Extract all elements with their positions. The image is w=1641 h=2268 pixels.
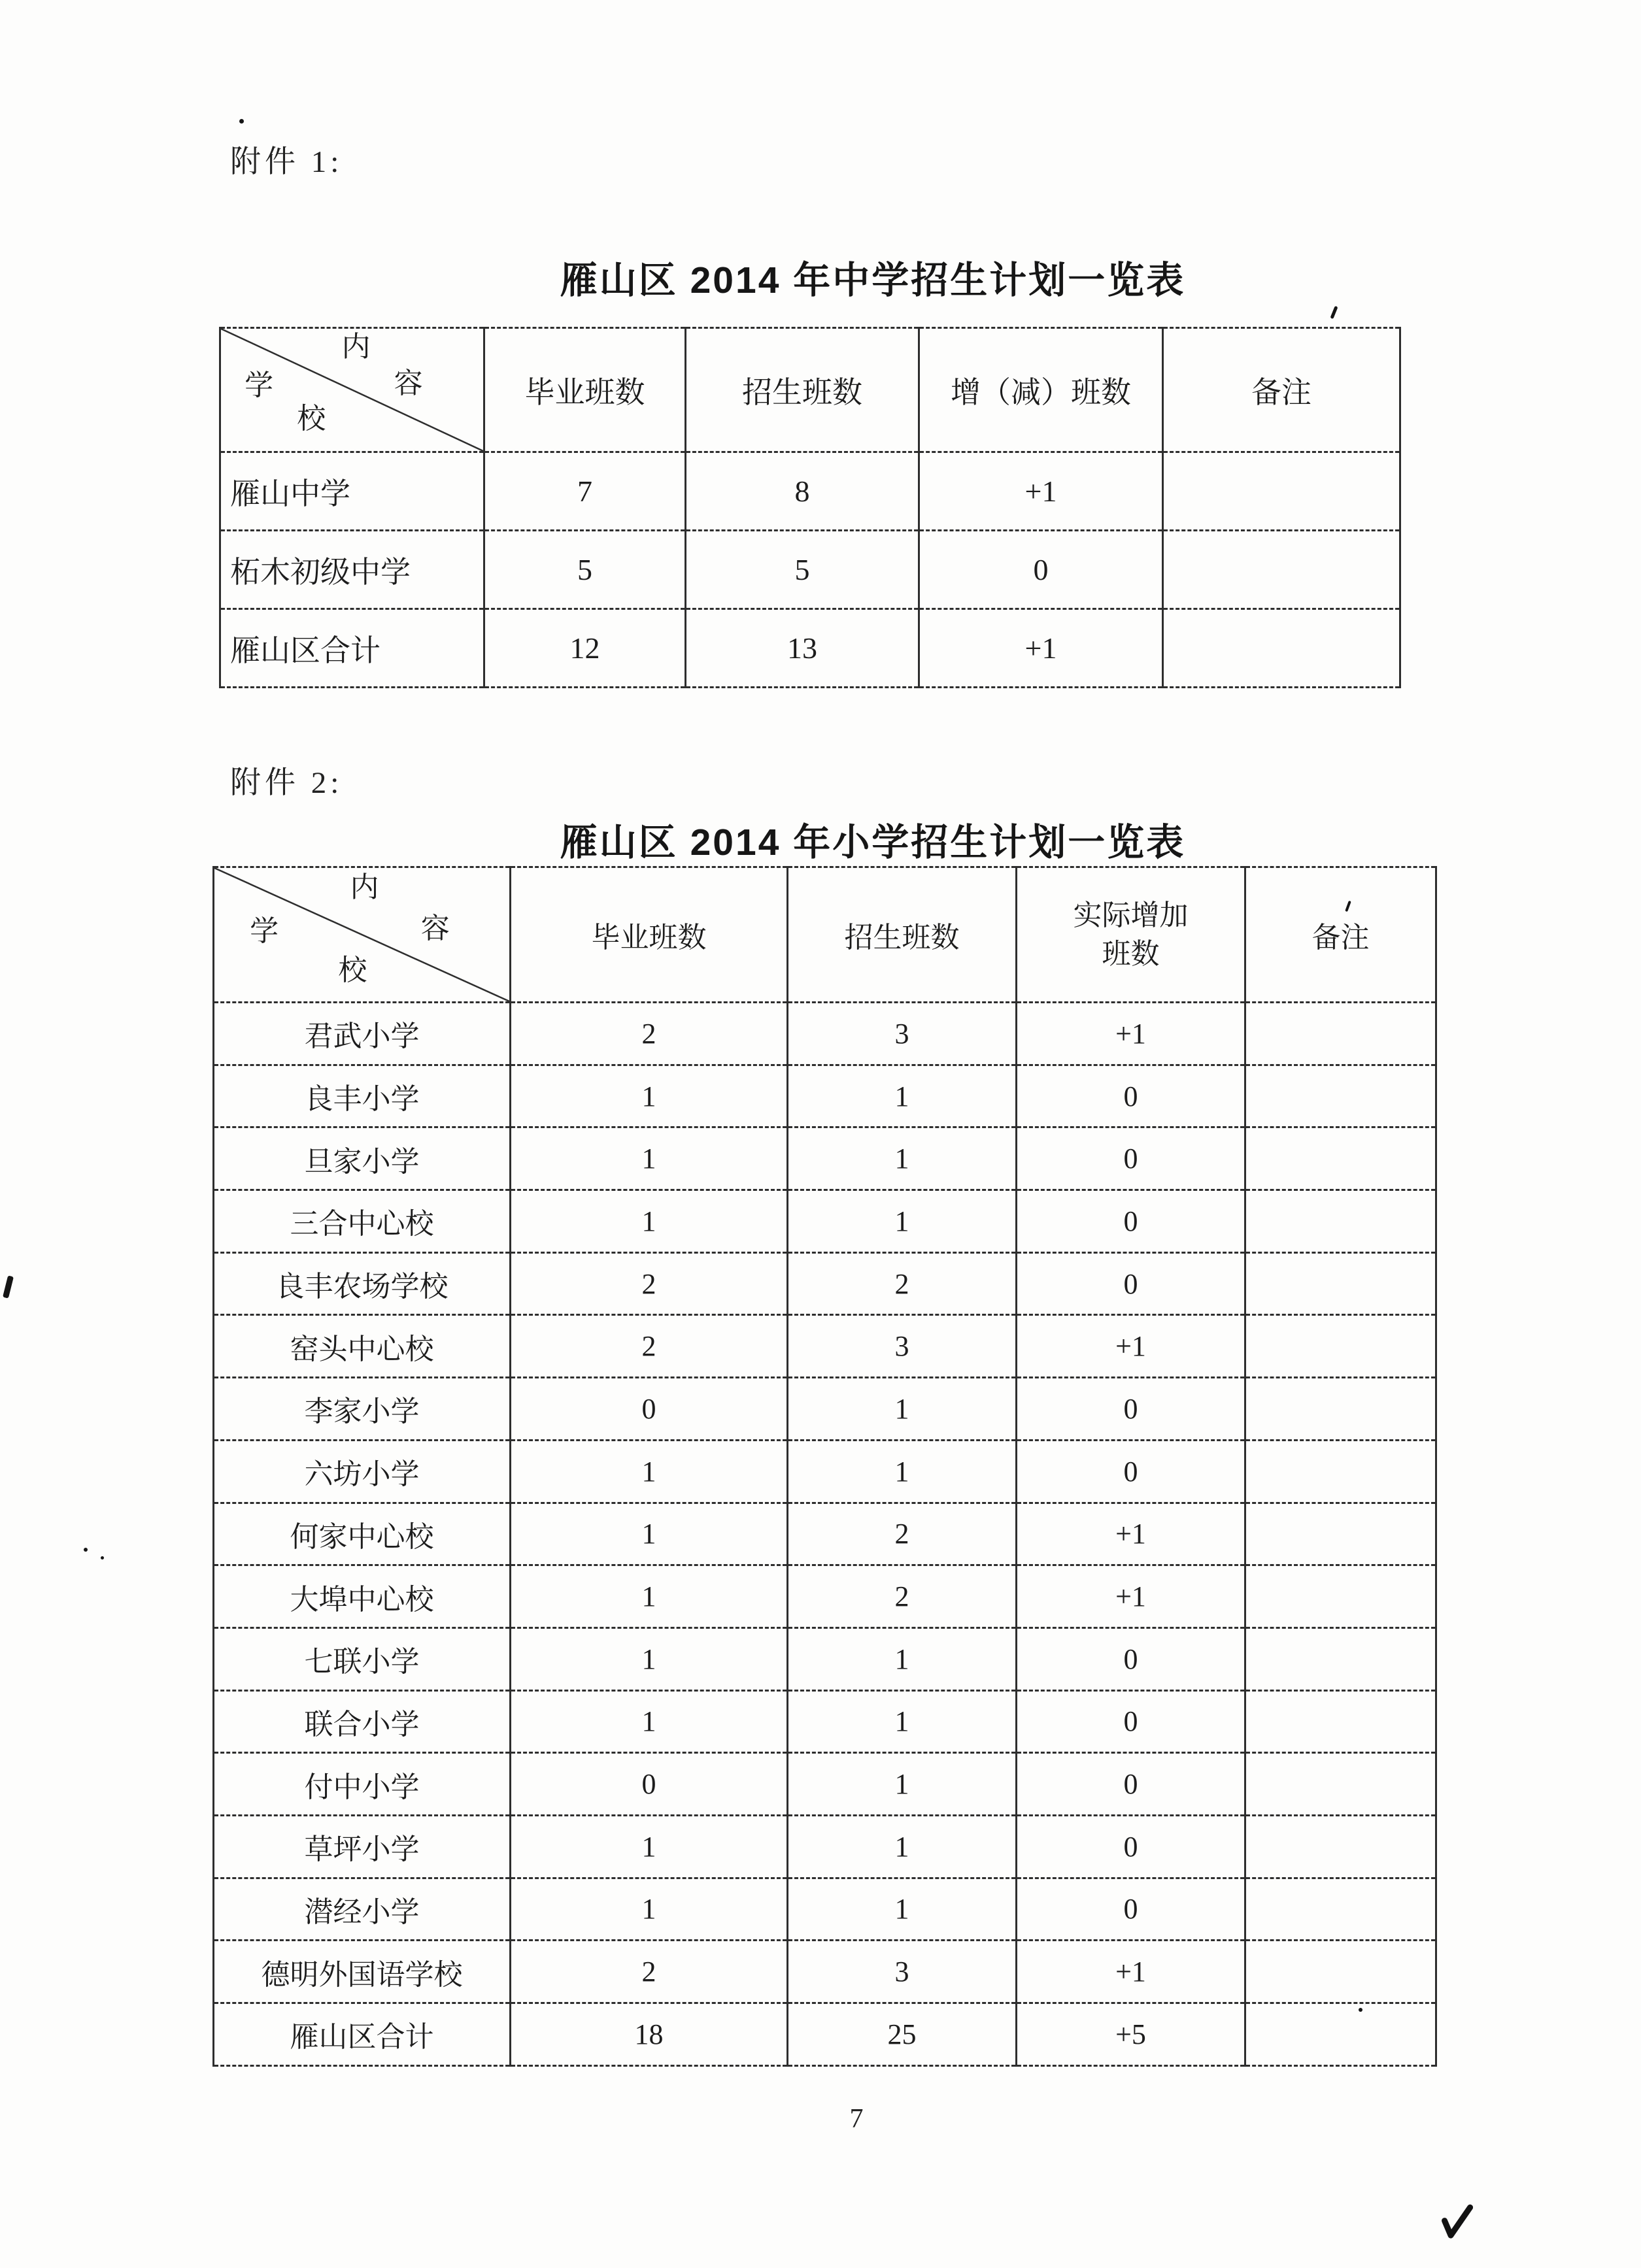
change-cell: 0 [1017,1190,1245,1253]
enrolling-cell: 1 [788,1878,1017,1941]
change-cell: +5 [1017,2003,1245,2066]
enrolling-cell: 1 [788,1127,1017,1190]
school-cell: 柘木初级中学 [220,531,484,609]
scan-artifact-dot [1359,2008,1362,2012]
enrolling-cell: 1 [788,1815,1017,1878]
graduating-cell: 2 [511,1315,788,1378]
column-header-graduating: 毕业班数 [511,867,788,1003]
note-cell [1245,1003,1436,1065]
corner-header-cell [220,328,484,452]
change-cell: 0 [1017,1440,1245,1503]
note-cell [1245,1252,1436,1315]
note-cell [1245,2003,1436,2066]
graduating-cell: 0 [511,1378,788,1441]
graduating-cell: 2 [511,1941,788,2003]
primary-school-plan-table [212,866,1437,2067]
graduating-cell: 2 [511,1252,788,1315]
column-header-actual-increase: 实际增加班数 [1017,867,1245,1003]
note-cell [1245,1378,1436,1441]
note-cell [1245,1065,1436,1127]
school-cell: 旦家小学 [214,1127,511,1190]
graduating-cell: 1 [511,1503,788,1565]
header-row [214,867,1436,1003]
school-cell: 何家中心校 [214,1503,511,1565]
change-cell: 0 [1017,1753,1245,1816]
table-row [220,609,1400,688]
enrolling-cell: 2 [788,1503,1017,1565]
school-cell: 联合小学 [214,1690,511,1753]
graduating-cell: 2 [511,1003,788,1065]
corner-label-content2: 容 [420,912,450,945]
note-cell [1245,1440,1436,1503]
school-cell: 七联小学 [214,1627,511,1690]
school-cell: 六坊小学 [214,1440,511,1503]
corner-header-cell [214,867,511,1003]
note-cell [1245,1627,1436,1690]
change-cell: 0 [1017,1878,1245,1941]
note-cell [1245,1878,1436,1941]
school-cell: 李家小学 [214,1378,511,1441]
table-row [214,1815,1436,1878]
pen-mark-left-margin [3,1275,14,1298]
table-row [214,1003,1436,1065]
graduating-cell: 1 [511,1065,788,1127]
column-header-note: 备注 [1163,328,1400,452]
note-cell [1245,1941,1436,2003]
corner-label-school2: 校 [338,954,367,986]
table-row [220,452,1400,531]
graduating-cell: 18 [511,2003,788,2066]
enrolling-cell: 3 [788,1315,1017,1378]
corner-label-content: 内 [341,330,371,363]
enrolling-cell: 1 [788,1065,1017,1127]
note-cell [1163,452,1400,531]
school-cell: 潜经小学 [214,1878,511,1941]
school-cell: 雁山区合计 [214,2003,511,2066]
school-cell: 良丰小学 [214,1065,511,1127]
change-cell: +1 [1017,1315,1245,1378]
attachment2-label: 附件 2: [230,766,343,800]
table-row [214,1440,1436,1503]
graduating-cell: 1 [511,1815,788,1878]
graduating-cell: 1 [511,1127,788,1190]
corner-label-content: 内 [350,871,379,904]
graduating-cell: 7 [484,452,686,531]
enrolling-cell: 5 [686,531,919,609]
enrolling-cell: 1 [788,1440,1017,1503]
change-cell: 0 [1017,1815,1245,1878]
change-cell: +1 [1017,1503,1245,1565]
graduating-cell: 1 [511,1440,788,1503]
table-row [214,1565,1436,1628]
note-cell [1163,531,1400,609]
scan-artifact-tick [1330,306,1338,319]
enrolling-cell: 3 [788,1003,1017,1065]
graduating-cell: 1 [511,1690,788,1753]
middle-school-plan-table [219,327,1401,688]
primary-school-table-title: 雁山区 2014 年小学招生计划一览表 [560,822,1186,863]
change-cell: 0 [1017,1252,1245,1315]
school-cell: 三合中心校 [214,1190,511,1253]
note-cell [1245,1815,1436,1878]
graduating-cell: 12 [484,609,686,688]
graduating-cell: 5 [484,531,686,609]
change-cell: 0 [1017,1690,1245,1753]
enrolling-cell: 2 [788,1565,1017,1628]
enrolling-cell: 13 [686,609,919,688]
school-cell: 德明外国语学校 [214,1941,511,2003]
change-cell: +1 [1017,1565,1245,1628]
enrolling-cell: 1 [788,1627,1017,1690]
corner-label-school: 学 [250,915,279,948]
table-row [214,1127,1436,1190]
note-cell [1245,1503,1436,1565]
school-cell: 草坪小学 [214,1815,511,1878]
note-cell [1245,1565,1436,1628]
change-cell: +1 [1017,1003,1245,1065]
middle-school-table-title: 雁山区 2014 年中学招生计划一览表 [560,259,1186,301]
scan-artifact-dot [84,1548,88,1552]
change-cell: +1 [1017,1941,1245,2003]
school-cell: 雁山区合计 [220,609,484,688]
corner-label-school2: 校 [297,402,326,435]
attachment1-label: 附件 1: [230,145,343,179]
corner-label-school: 学 [245,369,274,402]
column-header-note: 备注 [1245,867,1436,1003]
graduating-cell: 1 [511,1190,788,1253]
enrolling-cell: 1 [788,1190,1017,1253]
graduating-cell: 1 [511,1565,788,1628]
note-cell [1245,1690,1436,1753]
school-cell: 君武小学 [214,1003,511,1065]
change-cell: 0 [1017,1378,1245,1441]
table-row [214,1690,1436,1753]
enrolling-cell: 1 [788,1378,1017,1441]
school-cell: 良丰农场学校 [214,1252,511,1315]
school-cell: 窑头中心校 [214,1315,511,1378]
table-row [214,1190,1436,1253]
enrolling-cell: 25 [788,2003,1017,2066]
table-row [214,1503,1436,1565]
change-cell: 0 [1017,1065,1245,1127]
change-cell: 0 [919,531,1163,609]
table-row [214,1878,1436,1941]
note-cell [1245,1315,1436,1378]
school-cell: 雁山中学 [220,452,484,531]
scan-artifact-dot [101,1556,104,1559]
scan-artifact-dot [239,119,244,124]
graduating-cell: 1 [511,1878,788,1941]
change-cell: 0 [1017,1627,1245,1690]
column-header-graduating: 毕业班数 [484,328,686,452]
table-row [214,1941,1436,2003]
graduating-cell: 1 [511,1627,788,1690]
column-header-change: 增（减）班数 [919,328,1163,452]
graduating-cell: 0 [511,1753,788,1816]
note-cell [1245,1127,1436,1190]
change-cell: 0 [1017,1127,1245,1190]
table-row [214,1315,1436,1378]
table-row [214,2003,1436,2066]
enrolling-cell: 3 [788,1941,1017,2003]
change-cell: +1 [919,452,1163,531]
page-number: 7 [849,2104,864,2134]
enrolling-cell: 1 [788,1753,1017,1816]
school-cell: 大埠中心校 [214,1565,511,1628]
note-cell [1245,1190,1436,1253]
note-cell [1163,609,1400,688]
school-cell: 付中小学 [214,1753,511,1816]
change-cell: +1 [919,609,1163,688]
pen-mark-check [1434,2196,1476,2244]
column-header-enrolling: 招生班数 [686,328,919,452]
table-row [220,531,1400,609]
table-row [214,1065,1436,1127]
note-cell [1245,1753,1436,1816]
corner-label-content2: 容 [394,367,423,399]
enrolling-cell: 8 [686,452,919,531]
column-header-enrolling: 招生班数 [788,867,1017,1003]
table-row [214,1627,1436,1690]
table-row [214,1378,1436,1441]
enrolling-cell: 1 [788,1690,1017,1753]
table-row [214,1252,1436,1315]
header-row [220,328,1400,452]
table-row [214,1753,1436,1816]
enrolling-cell: 2 [788,1252,1017,1315]
